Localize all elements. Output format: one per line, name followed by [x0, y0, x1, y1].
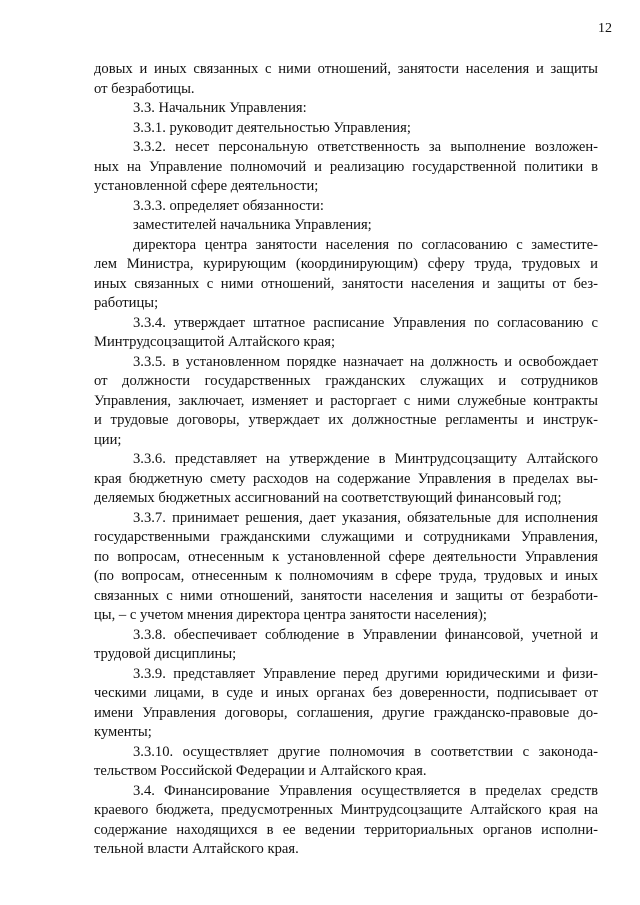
text-line: связанных с ними отношений, занятости населения и защиты от безработи- — [94, 587, 598, 604]
text-line: по вопросам, отнесенным к установленной сфере деятельности Управления — [94, 548, 598, 565]
text-line: кументы; — [94, 724, 152, 740]
text-line: и трудовые договоры, утверждает их должностные регламенты и инструк- — [94, 412, 598, 428]
text-line: 3.3.3. определяет обязанности: — [133, 197, 324, 214]
text-line: деляемых бюджетных ассигнований на соответствующий финансовый год; — [94, 490, 562, 506]
text-line: (по вопросам, отнесенным к полномочиям в сфере труда, трудовых и иных — [94, 568, 598, 584]
text-line: 3.3.8. обеспечивает соблюдение в Управлении финансовой, учетной и — [133, 626, 598, 643]
text-line: тельной власти Алтайского края. — [94, 841, 299, 857]
text-line: государственными гражданскими служащими и сотрудниками Управления, — [94, 529, 598, 545]
text-line: ческими лицами, в суде и иных органах без доверенности, подписывает от — [94, 685, 598, 701]
text-line: довых и иных связанных с ними отношений, занятости населения и защиты — [94, 61, 598, 77]
text-line: 3.3.4. утверждает штатное расписание Управления по согласованию с — [133, 314, 598, 331]
text-line: ных на Управление полномочий и реализацию государственной политики в — [94, 158, 598, 175]
text-line: тельством Российской Федерации и Алтайского края. — [94, 763, 427, 779]
text-line: края бюджетную смету расходов на содержание Управления в пределах вы- — [94, 470, 598, 487]
text-line: 3.3.10. осуществляет другие полномочия в соответствии с законода- — [133, 743, 598, 760]
text-line: работицы; — [94, 295, 159, 311]
text-line: Управления, заключает, изменяет и расторгает с ними служебные контракты — [94, 392, 598, 409]
text-line: содержание находящихся в ее ведении территориальных органов исполни- — [94, 821, 598, 838]
text-line: от должности государственных гражданских служащих и сотрудников — [94, 373, 598, 389]
text-line: 3.4. Финансирование Управления осуществляется в пределах средств — [133, 782, 598, 799]
text-line: 3.3.1. руководит деятельностью Управления; — [133, 119, 411, 136]
text-line: 3.3.5. в установленном порядке назначает на должность и освобождает — [133, 353, 598, 370]
document-body — [94, 60, 598, 860]
text-line: установленной сфере деятельности; — [94, 178, 319, 194]
text-line: 3.3. Начальник Управления: — [133, 100, 307, 116]
text-line: имени Управления договоры, соглашения, другие гражданско-правовые до- — [94, 704, 598, 721]
text-line: 3.3.6. представляет на утверждение в Минтрудсоцзащиту Алтайского — [133, 451, 598, 467]
text-line: 3.3.7. принимает решения, дает указания, обязательные для исполнения — [133, 509, 598, 526]
text-line: директора центра занятости населения по согласованию с заместите- — [133, 236, 598, 253]
text-line: ции; — [94, 431, 122, 448]
text-line: лем Министра, курирующим (координирующим) сферу труда, трудовых и — [94, 256, 598, 272]
text-line: от безработицы. — [94, 80, 195, 97]
text-line: трудовой дисциплины; — [94, 646, 237, 662]
text-line: иных связанных с ними отношений, занятости населения и защиты от без- — [94, 275, 598, 292]
text-line: Минтрудсоцзащитой Алтайского края; — [94, 334, 336, 350]
text-line: 3.3.2. несет персональную ответственность за выполнение возложен- — [133, 139, 598, 155]
text-line: 3.3.9. представляет Управление перед другими юридическими и физи- — [133, 665, 598, 682]
page-number: 12 — [598, 21, 612, 36]
text-line: краевого бюджета, предусмотренных Минтрудсоцзащите Алтайского края на — [94, 802, 598, 818]
text-line: цы, – с учетом мнения директора центра занятости населения); — [94, 607, 487, 623]
text-line: заместителей начальника Управления; — [133, 217, 372, 233]
